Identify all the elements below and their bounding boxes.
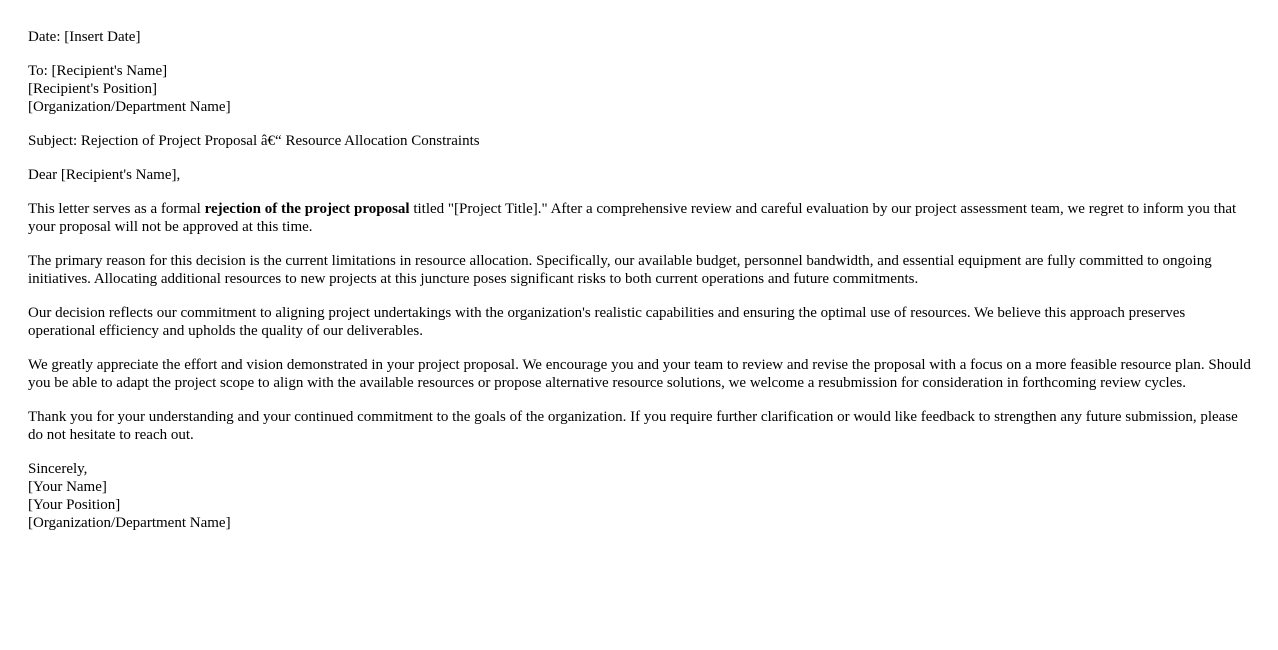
sender-organization: [Organization/Department Name] xyxy=(28,515,231,531)
sender-name: [Your Name] xyxy=(28,479,107,495)
subject-text: Subject: Rejection of Project Proposal â€“ Resource Allocation Constraints xyxy=(28,133,480,149)
recipient-name: To: [Recipient's Name] xyxy=(28,63,168,79)
body-paragraph-3: Our decision reflects our commitment to aligning project undertakings with the organization's realistic capabilities and ensuring the optimal use of resources. We believe this approach preserves operational efficiency and upholds the quality of our deliverables. xyxy=(28,305,1186,339)
paragraph-1-rest: titled "[Project Title]." After a comprehensive review and careful evaluation by our project assessment team, we regret to inform you that your proposal will not be approved at this time. xyxy=(28,201,1237,235)
subject-line xyxy=(28,132,1253,150)
salutation xyxy=(28,166,1253,184)
date-line xyxy=(28,28,1253,46)
salutation-text: Dear [Recipient's Name], xyxy=(28,167,181,183)
paragraph-1-lead: This letter serves as a formal xyxy=(28,201,205,217)
date-text: Date: [Insert Date] xyxy=(28,29,141,45)
body-paragraph-4: We greatly appreciate the effort and vision demonstrated in your project proposal. We encourage you and your team to review and revise the proposal with a focus on a more feasible resource plan. Should you be able to adapt the project scope to align with the available resources or propose alternative resource solutions, we welcome a resubmission for consideration in forthcoming review cycles. xyxy=(28,357,1251,391)
recipient-block xyxy=(28,62,1253,116)
sender-position: [Your Position] xyxy=(28,497,121,513)
recipient-organization: [Organization/Department Name] xyxy=(28,99,231,115)
body-paragraph-5: Thank you for your understanding and your continued commitment to the goals of the organization. If you require further clarification or would like feedback to strengthen any future submission, please do not hesitate to reach out. xyxy=(28,409,1238,443)
closing-block xyxy=(28,460,1253,532)
valediction: Sincerely, xyxy=(28,461,88,477)
recipient-position: [Recipient's Position] xyxy=(28,81,157,97)
paragraph-1-emphasis: rejection of the project proposal xyxy=(204,201,410,217)
body-paragraph-2: The primary reason for this decision is the current limitations in resource allocation. Specifically, our available budget, personnel bandwidth, and essential equipment are fully committed to ongoing initiatives. Allocating additional resources to new projects at this juncture poses significant risks to both current operations and future commitments. xyxy=(28,253,1212,287)
letter-document xyxy=(28,28,1253,532)
body-paragraph-1 xyxy=(28,200,1253,236)
